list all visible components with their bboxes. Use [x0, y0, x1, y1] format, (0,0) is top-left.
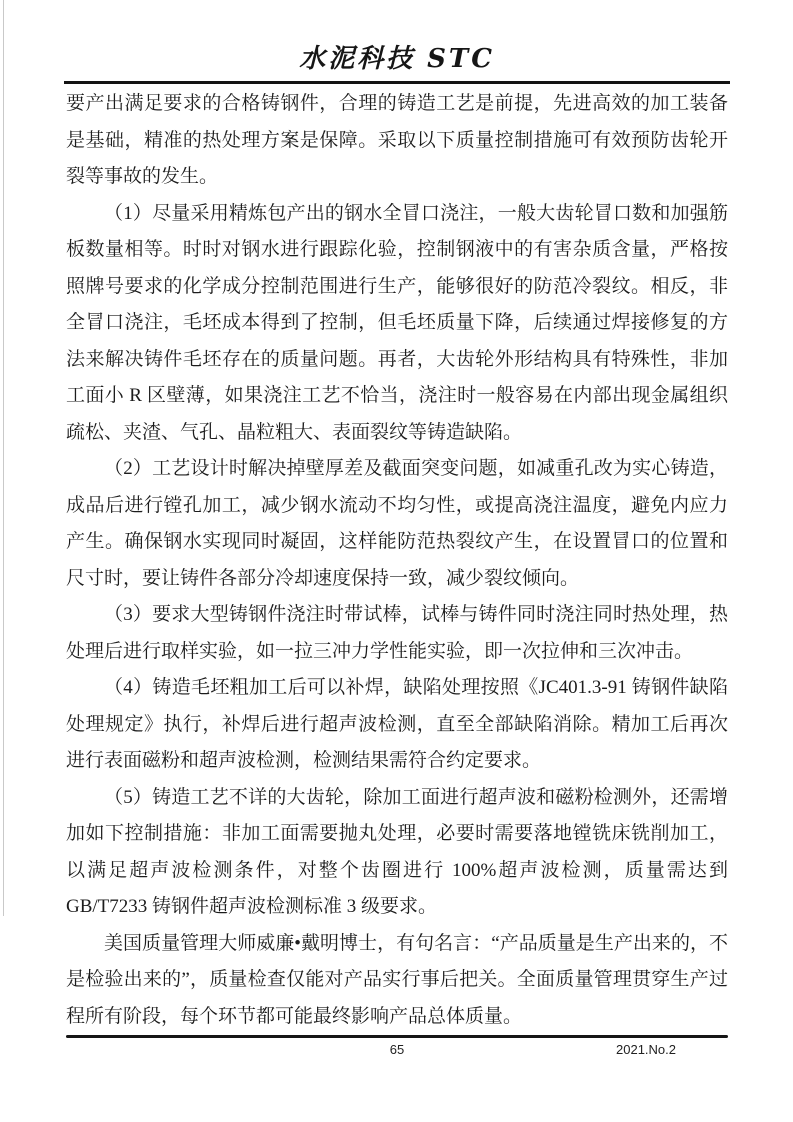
body-paragraph: 美国质量管理大师威廉•戴明博士，有句名言：“产品质量是生产出来的，不是检验出来的”，质量检查仅能对产品实行事后把关。全面质量管理贯穿生产过程所有阶段，每个环节都可能最终影响产品总体质量。 [66, 932, 728, 1027]
body-paragraph: （4）铸造毛坯粗加工后可以补焊，缺陷处理按照《JC401.3-91 铸钢件缺陷处理规定》执行，补焊后进行超声波检测，直至全部缺陷消除。精加工后再次进行表面磁粉和超声波检测，检测结果需符合约定要求。 [66, 677, 728, 771]
journal-title: 水泥科技 STC [299, 44, 495, 74]
body-paragraph: 要产出满足要求的合格铸钢件，合理的铸造工艺是前提，先进高效的加工装备是基础，精准的热处理方案是保障。采取以下质量控制措施可有效预防齿轮开裂等事故的发生。 [66, 93, 728, 187]
body-paragraph: （3）要求大型铸钢件浇注时带试棒，试棒与铸件同时浇注同时热处理，热处理后进行取样实验，如一拉三冲力学性能实验，即一次拉伸和三次冲击。 [66, 604, 728, 662]
footer-rule [66, 1035, 728, 1038]
footer-page-number: 65 [389, 1042, 405, 1057]
scan-edge-line [3, 0, 4, 916]
article-body [66, 86, 728, 1035]
header-rule [64, 81, 730, 84]
body-paragraph: （5）铸造工艺不详的大齿轮，除加工面进行超声波和磁粉检测外，还需增加如下控制措施：非加工面需要抛丸处理，必要时需要落地镗铣床铣削加工，以满足超声波检测条件，对整个齿圈进行 100%超声波检测，质量需达到 GB/T7233 铸钢件超声波检测标准 3 级要求。 [66, 786, 728, 917]
body-paragraph: （2）工艺设计时解决掉壁厚差及截面突变问题，如减重孔改为实心铸造，成品后进行镗孔加工，减少钢水流动不均匀性，或提高浇注温度，避免内应力产生。确保钢水实现同时凝固，这样能防范热裂纹产生，在设置冒口的位置和尺寸时，要让铸件各部分冷却速度保持一致，减少裂纹倾向。 [66, 458, 728, 589]
page-header [66, 42, 728, 76]
footer-issue-label: 2021.No.2 [616, 1042, 676, 1057]
body-paragraph: （1）尽量采用精炼包产出的钢水全冒口浇注，一般大齿轮冒口数和加强筋板数量相等。时时对钢水进行跟踪化验，控制钢液中的有害杂质含量，严格按照牌号要求的化学成分控制范围进行生产，能够很好的防范冷裂纹。相反，非全冒口浇注，毛坯成本得到了控制，但毛坯质量下降，后续通过焊接修复的方法来解决铸件毛坯存在的质量问题。再者，大齿轮外形结构具有特殊性，非加工面小 R 区壁薄，如果浇注工艺不恰当，浇注时一般容易在内部出现金属组织疏松、夹渣、气孔、晶粒粗大、表面裂纹等铸造缺陷。 [66, 202, 728, 443]
